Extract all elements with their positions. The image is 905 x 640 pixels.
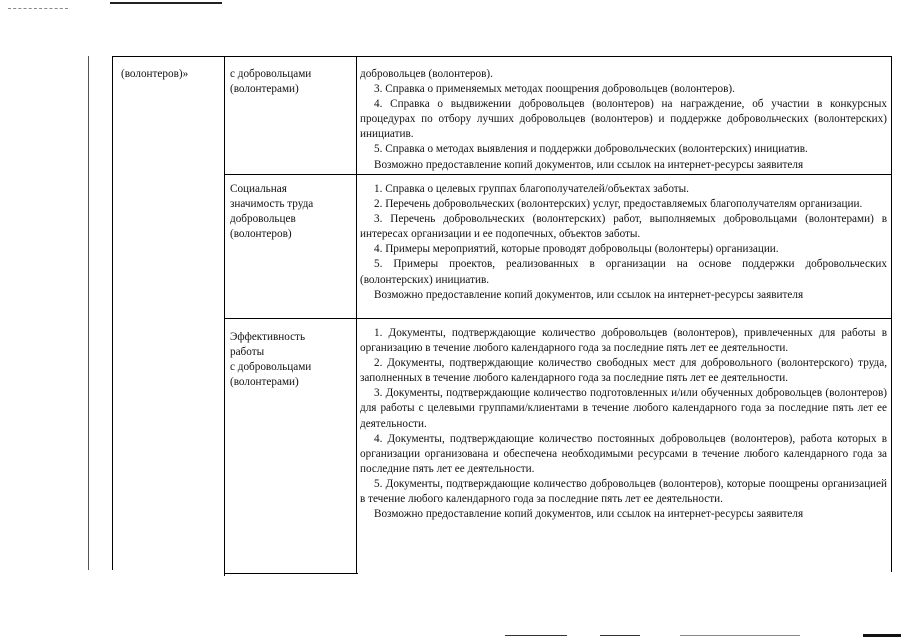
documents-cell	[360, 182, 887, 303]
document-item: добровольцев (волонтеров).	[360, 68, 493, 80]
criterion-line: (волонтерами)	[230, 376, 299, 389]
document-item: 5. Справка о методах выявления и поддержки добровольческих (волонтерских) инициатив.	[374, 143, 808, 156]
document-item: 3. Перечень добровольческих (волонтерских) работ, выполняемых добровольцами (волонтерами) в интересах организации и ее подопечных, объектов заботы.	[360, 213, 887, 241]
document-item: 4. Примеры мероприятий, которые проводят добровольцы (волонтеры) организации.	[374, 243, 779, 256]
table-top-border	[112, 56, 892, 57]
documents-cell	[360, 326, 887, 522]
document-item: 5. Примеры проектов, реализованных в организации на основе поддержки добровольческих (волонтерских) инициатив.	[360, 258, 887, 286]
document-note: Возможно предоставление копий документов, или ссылок на интернет-ресурсы заявителя	[374, 158, 804, 171]
table-row-border	[224, 174, 891, 175]
table-row-border	[224, 318, 891, 319]
document-item: 3. Документы, подтверждающие количество подготовленных и/или обученных добровольцев (волонтеров) для работы с целевыми группами/клиентами в течение любого календарного года за последние пять лет ее деятельности.	[360, 387, 887, 430]
scan-mark	[505, 635, 567, 636]
table-right-border	[891, 56, 892, 572]
table-col-border	[356, 56, 357, 574]
document-item: 1. Документы, подтверждающие количество добровольцев (волонтеров), привлеченных для работы в организацию в течение любого календарного года за последние пять лет ее деятельности.	[360, 327, 887, 355]
criterion-line: Эффективность	[230, 331, 306, 343]
criterion-line: Социальная	[230, 183, 287, 195]
criterion-cell	[230, 67, 350, 97]
table-left-margin-line	[88, 56, 89, 570]
documents-cell	[360, 67, 887, 173]
scan-mark	[8, 8, 68, 9]
table-bottom-border	[224, 573, 358, 574]
scan-mark	[680, 635, 800, 636]
criterion-line: с добровольцами	[230, 361, 312, 374]
criterion-line: (волонтеров)	[230, 228, 292, 241]
document-item: 4. Документы, подтверждающие количество постоянных добровольцев (волонтеров), работа которых в организации организована и обеспечена необходимыми ресурсами в течение любого календарного года за последние пять лет ее деятельности.	[360, 432, 887, 475]
criterion-cell	[230, 182, 350, 242]
scan-mark	[863, 634, 901, 637]
table-col-border	[224, 56, 225, 576]
document-item: 1. Справка о целевых группах благополучателей/объектах заботы.	[374, 183, 689, 195]
criterion-line: работы	[230, 346, 265, 359]
criterion-line: (волонтерами)	[230, 83, 299, 96]
document-item: 4. Справка о выдвижении добровольцев (волонтеров) на награждение, об участии в конкурсных процедурах по отбору лучших добровольцев (волонтеров) и поддержке добровольческих (волонтерских) инициатив.	[360, 98, 887, 141]
criterion-cell	[230, 330, 350, 390]
document-item: 2. Документы, подтверждающие количество свободных мест для добровольного (волонтерского) труда, заполненных в течение любого календарного года за последние пять лет ее деятельности.	[360, 357, 887, 385]
document-item: 3. Справка о применяемых методах поощрения добровольцев (волонтеров).	[374, 83, 735, 96]
scan-mark	[110, 2, 222, 4]
table-col-border	[112, 56, 113, 570]
document-note: Возможно предоставление копий документов, или ссылок на интернет-ресурсы заявителя	[374, 508, 804, 521]
document-item: 2. Перечень добровольческих (волонтерских) услуг, предоставляемых благополучателям организации.	[374, 198, 863, 211]
criterion-line: добровольцев	[230, 213, 296, 226]
document-item: 5. Документы, подтверждающие количество добровольцев (волонтеров), которые поощрены организацией в течение любого календарного года за последние пять лет ее деятельности.	[360, 477, 887, 506]
scan-artifact-top	[0, 0, 905, 14]
document-note: Возможно предоставление копий документов, или ссылок на интернет-ресурсы заявителя	[374, 288, 804, 301]
nomination-cell: (волонтеров)»	[121, 68, 189, 80]
criterion-line: с добровольцами	[230, 68, 312, 80]
scan-mark	[600, 635, 640, 636]
criterion-line: значимость труда	[230, 198, 314, 211]
scan-artifact-bottom	[0, 630, 905, 640]
